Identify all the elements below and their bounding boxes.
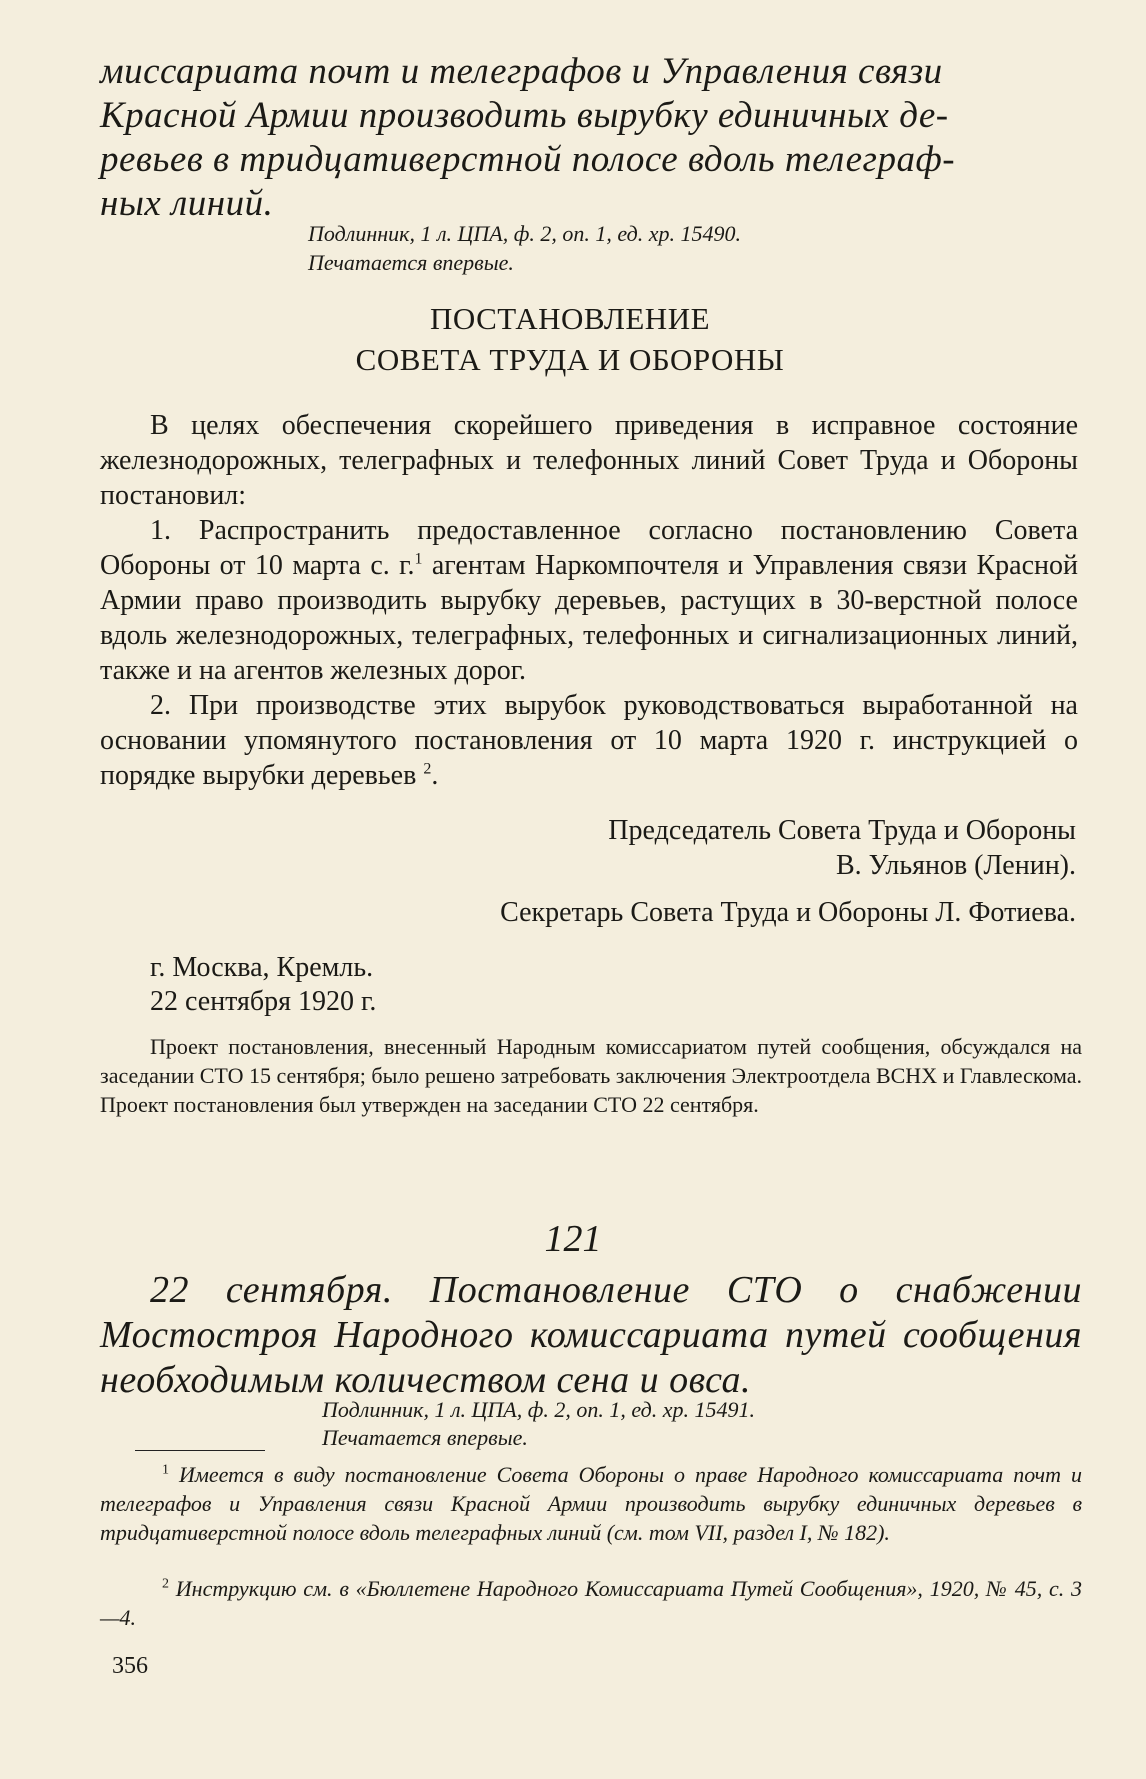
page-number: 356 — [112, 1653, 148, 1679]
continued-text — [100, 50, 1080, 226]
footnote-ref-1: 1 — [414, 550, 423, 568]
continued-line: миссариата почт и телеграфов и Управления связи — [100, 51, 943, 92]
continued-line: Красной Армии производить вырубку единичных де- — [100, 95, 949, 136]
decree-date: 22 сентября 1920 г. — [150, 986, 377, 1017]
footnote-text: Имеется в виду постановление Совета Обороны о праве Народного комиссариата почт и телеграфов и Управления связи Красной Армии производить вырубку единичных деревьев в тридцативерстной полосе вдоль телеграфных линий (см. том VII, раздел I, № 182). — [100, 1462, 1083, 1545]
continued-line: ревьев в тридцативерстной полосе вдоль телеграф- — [100, 139, 956, 180]
decree-intro: В целях обеспечения скорейшего приведения в исправное состояние железнодорожных, телеграфных и телефонных линий Совет Труда и Обороны постановил: — [100, 410, 1078, 511]
item1-text-start: 1. Распространить предоставленное согласно постановлению Совета Обороны от 10 марта с. г. — [100, 515, 1078, 581]
publication-note-121: Печатается впервые. — [322, 1425, 528, 1450]
decree-item-2 — [100, 688, 1078, 793]
footnote-ref-2: 2 — [423, 760, 432, 778]
continued-line: ных линий. — [100, 183, 274, 224]
footnote-2 — [100, 1574, 1082, 1632]
source-note: Подлинник, 1 л. ЦПА, ф. 2, оп. 1, ед. хр. 15490. — [308, 221, 741, 246]
decree-heading-line2: СОВЕТА ТРУДА И ОБОРОНЫ — [355, 342, 785, 377]
decree-body — [100, 408, 1078, 793]
item1-text-end: агентам Наркомпочтеля и Управления связи Красной Армии право производить вырубку деревьев, растущих в 30-верстной полосе вдоль железнодорожных, телеграфных, телефонных и сигнализационных линий, также и на агентов железных дорог. — [100, 550, 1078, 686]
secretary-signature: Секретарь Совета Труда и Обороны Л. Фотиева. — [500, 897, 1076, 928]
decree-heading-line1: ПОСТАНОВЛЕНИЕ — [429, 301, 711, 336]
publication-note: Печатается впервые. — [308, 250, 514, 275]
item2-text-start: 2. При производстве этих вырубок руководствоваться выработанной на основании упомянутого постановления от 10 марта 1920 г. инструкцией о порядке вырубки деревьев — [100, 690, 1078, 791]
decree-place: г. Москва, Кремль. — [150, 952, 374, 983]
chair-title: Председатель Совета Труда и Обороны — [608, 815, 1076, 846]
document-number: 121 — [544, 1218, 602, 1260]
document-title: 22 сентября. Постановление СТО о снабжении Мостостроя Народного комиссариата путей сообщения необходимым количеством сена и овса. — [100, 1269, 1082, 1401]
footnote-mark: 2 — [162, 1576, 169, 1592]
decree-item-1 — [100, 513, 1078, 688]
item2-text-end: . — [431, 760, 439, 791]
source-note-121: Подлинник, 1 л. ЦПА, ф. 2, оп. 1, ед. хр. 15491. — [322, 1397, 755, 1422]
footnote-divider — [135, 1450, 265, 1451]
footnote-mark: 1 — [162, 1462, 169, 1478]
footnote-1 — [100, 1460, 1082, 1547]
footnote-text: Инструкцию см. в «Бюллетене Народного Комиссариата Путей Сообщения», 1920, № 45, с. 3—4. — [100, 1576, 1082, 1630]
editor-note: Проект постановления, внесенный Народным комиссариатом путей сообщения, обсуждался на заседании СТО 15 сентября; было решено затребовать заключения Электроотдела ВСНХ и Главлескома. Проект постановления был утвержден на заседании СТО 22 сентября. — [100, 1034, 1083, 1117]
chair-name: В. Ульянов (Ленин). — [836, 850, 1076, 881]
